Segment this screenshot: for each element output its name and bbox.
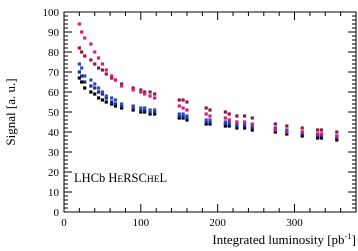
y-tick-label: 0 — [53, 207, 59, 219]
data-point-navy — [110, 100, 113, 103]
y-tick-label: 70 — [48, 67, 59, 79]
annotation-part: HE — [146, 175, 160, 185]
data-point-blue — [153, 108, 156, 111]
data-point-crimson — [301, 126, 304, 129]
data-point-magenta — [208, 114, 211, 117]
data-point-blue — [178, 112, 181, 115]
data-point-magenta — [178, 104, 181, 107]
annotation-part: E — [117, 175, 124, 185]
data-point-navy — [114, 102, 117, 105]
y-tick-label: 60 — [48, 87, 59, 99]
y-tick-label: 80 — [48, 47, 59, 59]
data-point-navy — [78, 70, 81, 73]
data-point-magenta — [114, 78, 117, 81]
data-point-magenta — [83, 36, 86, 39]
data-point-magenta — [335, 134, 338, 137]
data-point-crimson — [148, 90, 151, 93]
data-point-magenta — [224, 116, 227, 119]
data-point-navy — [83, 80, 86, 83]
data-point-magenta — [101, 62, 104, 65]
data-point-magenta — [80, 30, 83, 33]
annotation-part: L — [159, 171, 168, 185]
data-point-magenta — [97, 56, 100, 59]
y-tick-label: 50 — [48, 107, 59, 119]
data-point-magenta — [143, 92, 146, 95]
data-point-blue — [93, 82, 96, 85]
x-tick-label: 100 — [132, 217, 150, 229]
data-point-magenta — [251, 122, 254, 125]
data-point-blue — [148, 108, 151, 111]
data-point-magenta — [182, 106, 185, 109]
y-tick-label: 40 — [48, 127, 59, 139]
data-points — [78, 22, 339, 141]
data-point-crimson — [228, 112, 231, 115]
y-tick-label: 30 — [48, 147, 59, 159]
annotation-part: LHCb H — [74, 171, 118, 185]
data-point-crimson — [83, 54, 86, 57]
data-point-magenta — [132, 88, 135, 91]
data-point-navy — [80, 74, 83, 77]
data-point-crimson — [205, 106, 208, 109]
data-point-blue — [105, 94, 108, 97]
x-tick-label: 0 — [61, 217, 67, 229]
data-point-black — [83, 86, 86, 89]
data-point-magenta — [243, 120, 246, 123]
data-point-blue — [208, 118, 211, 121]
data-point-black — [89, 90, 92, 93]
data-point-magenta — [110, 74, 113, 77]
data-point-crimson — [251, 116, 254, 119]
y-tick-label: 10 — [48, 187, 59, 199]
data-point-crimson — [185, 100, 188, 103]
x-tick-label: 200 — [209, 217, 226, 229]
data-point-blue — [101, 90, 104, 93]
x-axis-title: Integrated luminosity $[pb^{-1}]$ — [212, 231, 356, 247]
data-point-magenta — [316, 132, 319, 135]
y-tick-label: 100 — [42, 7, 59, 19]
data-point-crimson — [101, 68, 104, 71]
data-point-crimson — [78, 46, 81, 49]
data-point-blue — [185, 114, 188, 117]
data-point-crimson — [80, 50, 83, 53]
data-point-magenta — [120, 84, 123, 87]
data-point-magenta — [139, 90, 142, 93]
data-point-blue — [224, 120, 227, 123]
data-point-blue — [139, 106, 142, 109]
data-point-crimson — [89, 58, 92, 61]
data-point-crimson — [316, 128, 319, 131]
data-point-navy — [97, 90, 100, 93]
annotation-label — [74, 171, 167, 185]
data-point-crimson — [182, 98, 185, 101]
data-point-magenta — [235, 120, 238, 123]
data-point-blue — [110, 96, 113, 99]
data-point-magenta — [93, 50, 96, 53]
data-point-magenta — [148, 94, 151, 97]
data-point-crimson — [208, 108, 211, 111]
data-point-magenta — [205, 112, 208, 115]
data-point-black — [105, 100, 108, 103]
data-point-blue — [80, 66, 83, 69]
data-point-blue — [83, 74, 86, 77]
data-point-magenta — [89, 42, 92, 45]
data-point-blue — [143, 106, 146, 109]
data-point-blue — [89, 78, 92, 81]
data-point-black — [97, 96, 100, 99]
annotation-part: RSC — [123, 171, 147, 185]
data-point-crimson — [320, 128, 323, 131]
data-point-magenta — [274, 128, 277, 131]
data-point-black — [101, 98, 104, 101]
x-tick-label: 300 — [286, 217, 303, 229]
data-point-blue — [132, 104, 135, 107]
data-point-black — [80, 80, 83, 83]
data-point-crimson — [235, 114, 238, 117]
data-point-crimson — [224, 110, 227, 113]
data-point-crimson — [93, 62, 96, 65]
data-point-blue — [182, 112, 185, 115]
data-point-crimson — [178, 98, 181, 101]
data-point-magenta — [78, 22, 81, 25]
data-point-black — [93, 92, 96, 95]
axis-tick-labels — [43, 7, 304, 229]
data-point-magenta — [228, 118, 231, 121]
data-point-blue — [97, 86, 100, 89]
data-point-magenta — [301, 130, 304, 133]
y-tick-label: 90 — [48, 27, 59, 39]
data-point-blue — [205, 118, 208, 121]
y-tick-label: 20 — [48, 167, 59, 179]
data-point-magenta — [105, 68, 108, 71]
data-point-navy — [89, 84, 92, 87]
data-point-magenta — [153, 96, 156, 99]
data-point-crimson — [335, 130, 338, 133]
data-point-blue — [114, 98, 117, 101]
data-point-crimson — [285, 124, 288, 127]
data-point-crimson — [274, 122, 277, 125]
y-axis-title: Signal [a. u.] — [3, 78, 18, 146]
data-point-crimson — [97, 66, 100, 69]
data-point-blue — [120, 102, 123, 105]
data-point-blue — [78, 62, 81, 65]
data-point-crimson — [243, 114, 246, 117]
data-point-navy — [93, 86, 96, 89]
data-point-crimson — [105, 72, 108, 75]
data-point-magenta — [285, 130, 288, 133]
data-point-crimson — [153, 92, 156, 95]
data-point-magenta — [320, 132, 323, 135]
data-point-magenta — [185, 108, 188, 111]
